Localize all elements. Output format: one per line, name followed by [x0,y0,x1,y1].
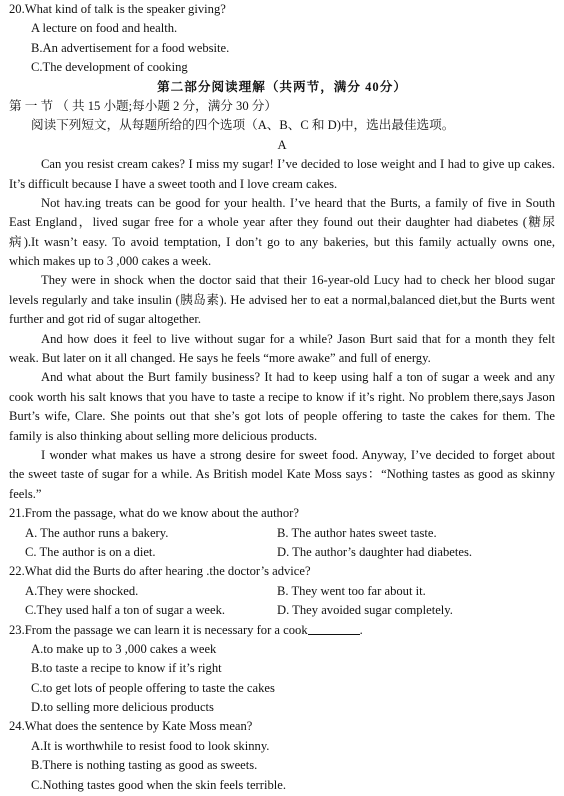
passage-line-1: Can you resist cream cakes? I miss my sugar! I’ve decided to lose weight and I had to give up cakes. [41,157,555,172]
q22-question: 22.What did the Burts do after hearing .the doctor’s advice? [9,564,311,579]
q22-option-a: A.They were shocked. [25,583,139,598]
answer-blank [308,622,360,635]
q22-option-b: B. They went too far about it. [277,583,426,598]
exam-page [9,0,555,795]
passage-line-13: cook worth his salt knows that you have to taste a recipe to know if it’s right. No problem there,says Jason [9,389,555,404]
q24-question: 24.What does the sentence by Kate Moss mean? [9,719,253,734]
q22-option-c: C.They used half a ton of sugar a week. [25,603,226,618]
q21-option-c: C. The author is on a diet. [25,544,156,559]
passage-line-5: 病).It wasn’t easy. To avoid temptation, I don’t go to any bakeries, but this family actually owns one, [9,234,555,249]
passage-line-10: And how does it feel to live without sugar for a while? Jason Burt said that for a month they felt [41,331,555,346]
q24-option-a: A.It is worthwhile to resist food to look skinny. [31,738,270,753]
q20-question: 20.What kind of talk is the speaker giving? [9,2,226,16]
passage-line-14: Burt’s wife, Clare. She points out that she’s got lots of people offering to taste the cakes for them. The [9,409,555,424]
passage-line-2: It’s difficult because I have a sweet tooth and I love cream cakes. [9,176,338,191]
q23-option-b: B.to taste a recipe to know if it’s right [31,661,222,676]
q21-question: 21.From the passage, what do we know about the author? [9,506,299,521]
passage-line-8: levels regularly and take insulin (胰岛素). He advised her to eat a normal,balanced diet,but the Burts went [9,292,555,307]
section1-heading: 第 一 节 （ 共 15 小题;每小题 2 分，满分 30 分） [9,98,277,113]
q21-option-b: B. The author hates sweet taste. [277,525,437,540]
q20-option-c: C.The development of cooking [31,60,188,75]
passage-line-16: I wonder what makes us have a strong desire for sweet food. Anyway, I’ve decided to forget about [41,447,555,462]
q24-option-c: C.Nothing tastes good when the skin feels terrible. [31,777,286,792]
passage-line-12: And what about the Burt family business? It had to keep using half a ton of sugar a week and any [41,370,555,385]
q23-option-d: D.to selling more delicious products [31,700,214,715]
q23-option-c: C.to get lots of people offering to taste the cakes [31,680,275,695]
passage-line-17: the sweet taste of sugar for a while. As British model Kate Moss says：“Nothing tastes as good as skinny [9,467,555,482]
q21-options-row-1 [9,524,555,543]
q24-option-b: B.There is nothing tasting as good as sweets. [31,758,258,773]
passage-label: A [277,137,287,152]
q23-option-a: A.to make up to 3 ,000 cakes a week [31,641,217,656]
q23-question: 23.From the passage we can learn it is necessary for a cook [9,622,308,637]
q23-question-line [9,621,555,640]
q21-option-a: A. The author runs a bakery. [25,525,169,540]
q20-option-b: B.An advertisement for a food website. [31,40,230,55]
passage-line-3: Not hav.ing treats can be good for your health. I’ve heard that the Burts, a family of five in South [41,195,555,210]
passage-line-9: further and got rid of sugar altogether. [9,312,201,327]
q22-options-row-2 [9,601,555,620]
passage-line-7: They were in shock when the doctor said that their 16-year-old Lucy had to check her blood sugar [41,273,555,288]
q23-question-end: . [359,622,363,637]
part2-title: 第二部分阅读理解（共两节，满分 40分） [157,79,407,94]
q20-option-a: A lecture on food and health. [31,21,178,36]
q22-options-row-1 [9,582,555,601]
passage-line-15: family is also thinking about selling more delicious products. [9,428,318,443]
passage-line-18: feels.” [9,486,42,501]
passage-line-4: East England，lived sugar free for a whole year after they found out their daughter had diabetes (糖尿 [9,215,555,230]
reading-instruction: 阅读下列短文，从每题所给的四个选项（A、B、C 和 D)中，选出最佳选项。 [31,118,455,133]
q21-option-d: D. The author’s daughter had diabetes. [277,544,473,559]
q22-option-d: D. They avoided sugar completely. [277,603,453,618]
q21-options-row-2 [9,543,555,562]
passage-line-11: weak. But later on it all changed. He says he feels “more awake” and full of energy. [9,351,431,366]
passage-line-6: which makes up to 3 ,000 cakes a week. [9,254,212,269]
